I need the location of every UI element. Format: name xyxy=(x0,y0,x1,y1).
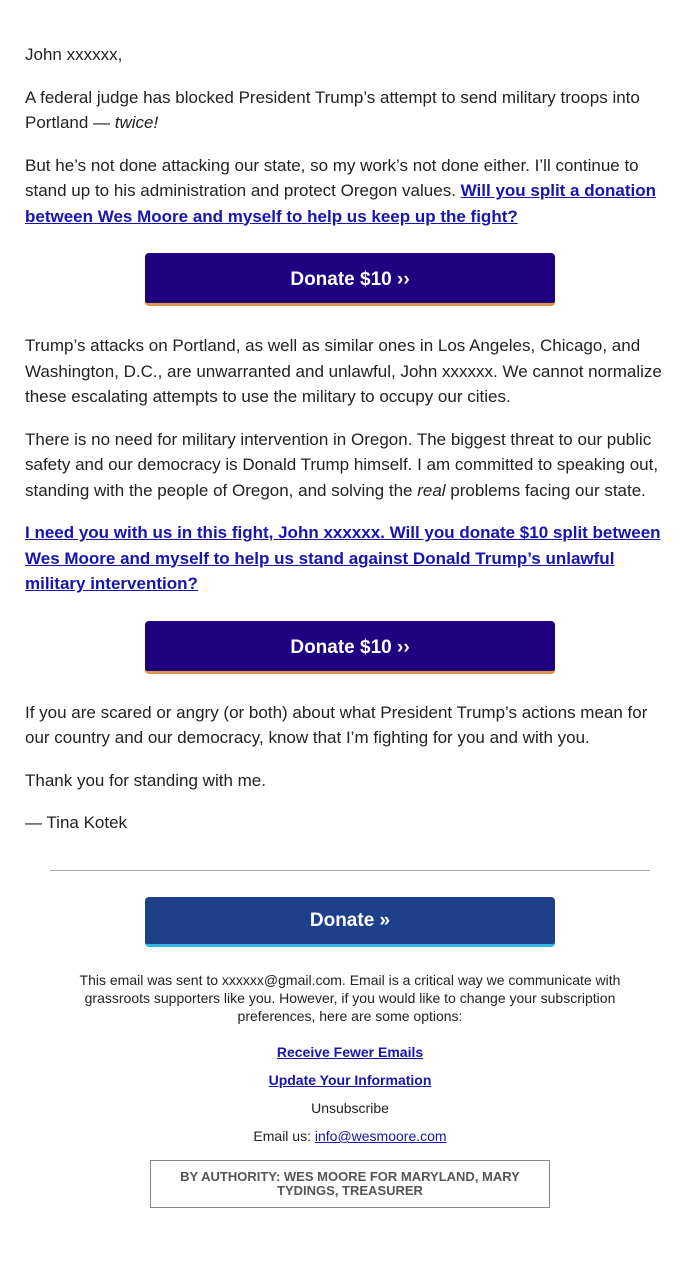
update-information-link[interactable]: Update Your Information xyxy=(268,1072,432,1088)
authority-disclaimer: BY AUTHORITY: WES MOORE FOR MARYLAND, MARY TYDINGS, TREASURER xyxy=(150,1160,550,1208)
paragraph-ask xyxy=(25,520,675,597)
footer xyxy=(0,897,700,1208)
email-us-row xyxy=(0,1122,700,1150)
email-address-link[interactable]: info@wesmoore.com xyxy=(314,1128,447,1144)
footer-links xyxy=(0,1038,700,1150)
legal-notice: This email was sent to xxxxxx@gmail.com. Email is a critical way we communicate with grassroots supporters like you. However, if you would like to change your subscription preferences, here are some options: xyxy=(79,972,621,1024)
split-donation-link[interactable]: Will you split a donation between Wes Moore and myself to help us keep up the fight? xyxy=(25,181,656,226)
unsubscribe-link[interactable]: Unsubscribe xyxy=(311,1100,389,1116)
email-us-label: Email us: xyxy=(253,1128,315,1144)
paragraph-attacks: Trump’s attacks on Portland, as well as similar ones in Los Angeles, Chicago, and Washington, D.C., are unwarranted and unlawful, John xxxxxx. We cannot normalize these escalating attempts to use the military to occupy our cities. xyxy=(25,336,662,406)
paragraph-court-block xyxy=(25,85,675,136)
signature: — Tina Kotek xyxy=(25,813,128,832)
paragraph-court-block-text: A federal judge has blocked President Trump’s attempt to send military troops into Portland — xyxy=(25,87,640,132)
paragraph-no-need-end: problems facing our state. xyxy=(445,480,646,500)
donate-ask-link[interactable]: I need you with us in this fight, John xxxxxx. Will you donate $10 split between Wes Moore and myself to help us stand against Donald Trump’s unlawful military intervention? xyxy=(25,523,661,593)
paragraph-continue-fight xyxy=(25,153,675,230)
receive-fewer-emails-link[interactable]: Receive Fewer Emails xyxy=(276,1044,424,1060)
footer-donate-button[interactable]: Donate » xyxy=(145,897,555,947)
email-body xyxy=(25,42,675,836)
footer-divider xyxy=(50,870,650,871)
donate-button-wrap-2 xyxy=(25,621,675,674)
paragraph-no-need-text: There is no need for military intervention in Oregon. The biggest threat to our public safety and our democracy is Donald Trump himself. I am committed to speaking out, standing with the people of Oregon, and solving the xyxy=(25,429,659,500)
paragraph-scared: If you are scared or angry (or both) about what President Trump’s actions mean for our country and our democracy, know that I’m fighting for you and with you. xyxy=(25,702,648,747)
paragraph-thanks: Thank you for standing with me. xyxy=(25,770,266,790)
emphasis-real: real xyxy=(417,480,446,500)
donate-10-button-2[interactable]: Donate $10 ›› xyxy=(145,621,555,674)
greeting: John xxxxxx, xyxy=(25,45,123,64)
paragraph-no-need xyxy=(25,427,675,504)
paragraph-continue-fight-text: But he’s not done attacking our state, so my work’s not done either. I’ll continue to stand up to his administration and protect Oregon values. xyxy=(25,155,639,200)
donate-button-wrap-1 xyxy=(25,253,675,306)
donate-10-button-1[interactable]: Donate $10 ›› xyxy=(145,253,555,306)
emphasis-twice: twice! xyxy=(114,113,159,132)
